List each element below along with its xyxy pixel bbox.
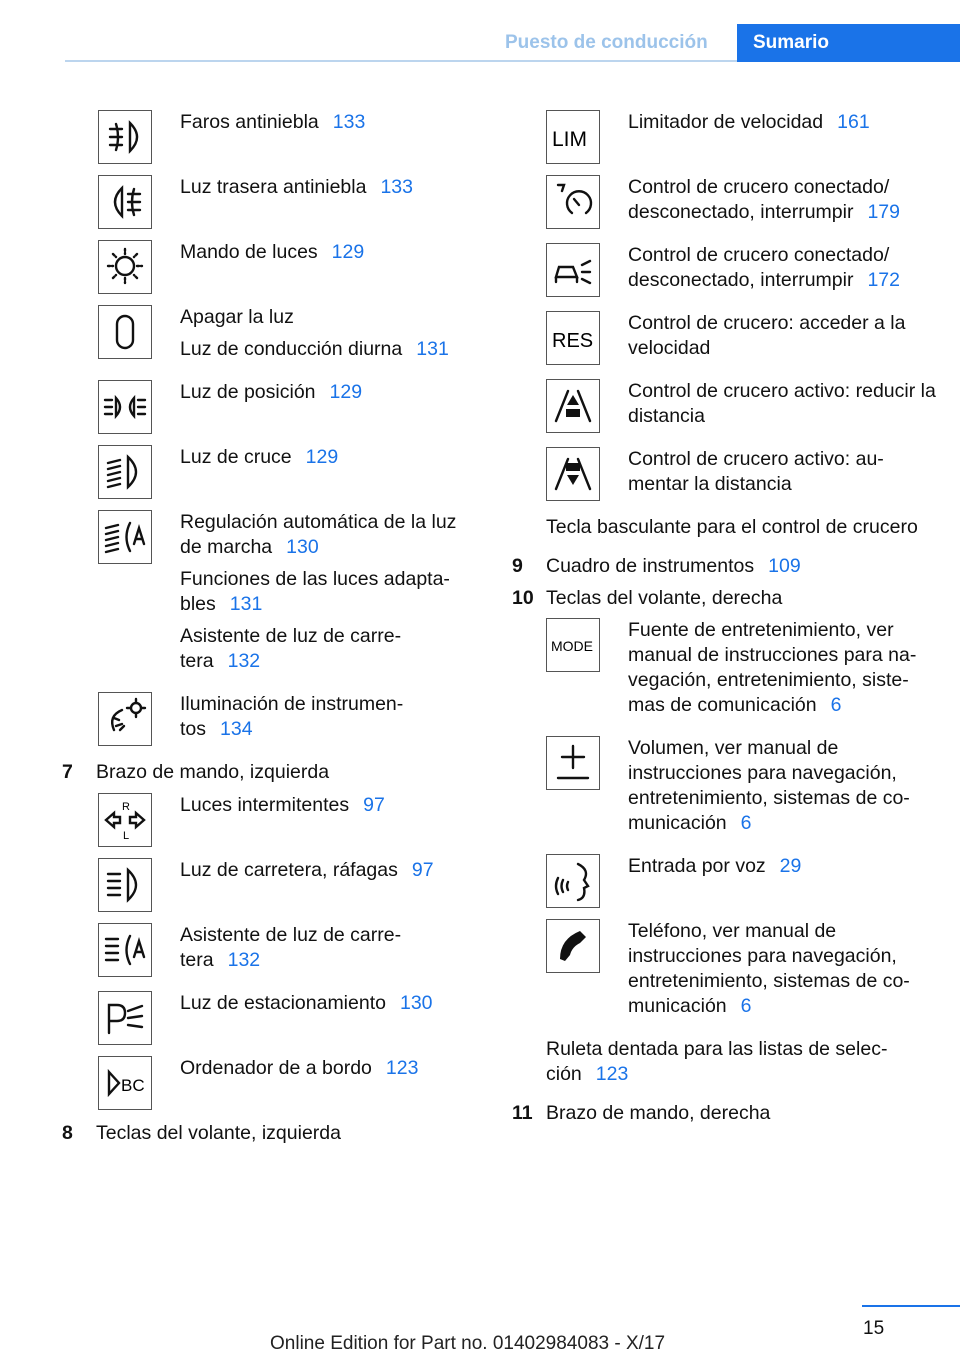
distance-increase-icon <box>546 447 600 501</box>
description-line <box>180 380 470 405</box>
phone-icon <box>546 919 600 973</box>
list-item <box>546 110 942 164</box>
item-description <box>180 110 470 142</box>
list-item <box>546 618 942 725</box>
description-text: Volumen, ver manual de instrucciones para navegación, entretenimiento, sistemas de co‐ municación <box>628 737 910 834</box>
description-line <box>180 624 470 674</box>
item-description <box>180 240 470 272</box>
list-item <box>546 854 942 908</box>
page-link[interactable]: 130 <box>286 536 319 558</box>
mode-icon <box>546 618 600 672</box>
description-text: Apagar la luz <box>180 306 294 328</box>
auto-headlight-icon <box>98 510 152 564</box>
left-column <box>62 110 472 1146</box>
distance-decrease-icon <box>546 379 600 433</box>
footer-line <box>862 1305 960 1307</box>
item-8 <box>62 1121 472 1146</box>
header-section-link[interactable]: Puesto de conducción <box>505 32 708 53</box>
list-item <box>546 736 942 843</box>
description-text: Limitador de velocidad <box>628 111 824 133</box>
page-link[interactable]: 179 <box>867 201 900 223</box>
description-text: Funciones de las luces adapta‐ bles <box>180 568 450 615</box>
item-description <box>628 919 938 1026</box>
description-line <box>628 618 938 718</box>
description-text: Control de crucero: acceder a la velocidad <box>628 312 906 359</box>
description-text: Regulación automática de la luz de marcha <box>180 511 457 558</box>
svg-text:BC: BC <box>121 1076 145 1095</box>
description-line <box>628 175 938 225</box>
resume-speed-icon <box>546 311 600 365</box>
description-line <box>180 923 470 973</box>
low-beam-icon <box>98 445 152 499</box>
description-line <box>628 311 938 361</box>
item-description <box>628 175 938 232</box>
right-column <box>512 110 942 1126</box>
item-description <box>628 736 938 843</box>
description-text: Control de crucero conectado/ desconectado, interrumpir <box>628 244 890 291</box>
description-line <box>180 692 470 742</box>
description-line <box>180 337 470 362</box>
svg-text:MODE: MODE <box>551 638 593 654</box>
page-link[interactable]: 133 <box>332 111 366 133</box>
description-line <box>180 510 470 560</box>
rocker-switch-text: Tecla basculante para el control de crucero <box>546 516 918 538</box>
item-number: 11 <box>512 1102 533 1124</box>
item-description <box>180 510 470 681</box>
item-description <box>180 858 470 890</box>
description-line <box>180 445 470 470</box>
description-text: Luces intermitentes <box>180 794 350 816</box>
page-link[interactable]: 97 <box>411 859 434 881</box>
item-description <box>180 793 470 825</box>
description-text: Ordenador de a bordo <box>180 1057 372 1079</box>
item-description <box>180 991 470 1023</box>
description-text: Luz de conducción diurna <box>180 338 403 360</box>
page-link[interactable]: 6 <box>830 694 842 716</box>
description-text: Luz de posición <box>180 381 316 403</box>
page-link[interactable]: 134 <box>220 718 253 740</box>
svg-text:R: R <box>122 801 130 813</box>
list-item <box>546 447 942 504</box>
description-line <box>180 991 470 1016</box>
page-link[interactable]: 132 <box>227 949 261 971</box>
svg-text:LIM: LIM <box>552 128 588 151</box>
description-line <box>180 793 470 818</box>
list-item <box>98 305 472 369</box>
description-line <box>180 110 470 135</box>
onboard-computer-icon <box>98 1056 152 1110</box>
page-link[interactable]: 6 <box>740 995 752 1017</box>
page-link[interactable]: 172 <box>867 269 900 291</box>
item-number: 7 <box>62 761 73 783</box>
right-steering-buttons-list <box>546 618 942 1026</box>
item-description <box>180 175 470 207</box>
list-item <box>98 1056 472 1110</box>
description-text: Asistente de luz de carre‐ tera <box>180 924 402 971</box>
voice-input-icon <box>546 854 600 908</box>
svg-text:RES: RES <box>552 330 594 352</box>
item-description <box>628 110 938 142</box>
page-link[interactable]: 129 <box>331 241 365 263</box>
item-10 <box>512 586 942 611</box>
high-beam-icon <box>98 858 152 912</box>
item-7 <box>62 760 472 785</box>
item-description <box>180 1056 470 1088</box>
item-title: Cuadro de instrumentos <box>546 555 755 577</box>
description-line <box>628 243 938 293</box>
svg-text:L: L <box>123 830 130 842</box>
parking-light-icon <box>98 380 152 434</box>
description-line <box>180 1056 470 1081</box>
item-description <box>628 854 938 886</box>
item-title: Teclas del volante, derecha <box>546 587 783 609</box>
footer-edition: Online Edition for Part no. 01402984083 - X/17 <box>270 1333 666 1354</box>
cruise-control-icon <box>546 175 600 229</box>
description-line <box>180 240 470 265</box>
description-line <box>180 175 470 200</box>
list-item <box>98 793 472 847</box>
parking-lamp-icon <box>98 991 152 1045</box>
light-switch-icon <box>98 240 152 294</box>
item-description <box>180 923 470 980</box>
description-text: Luz de carretera, ráfagas <box>180 859 398 881</box>
description-line <box>628 447 938 497</box>
description-line <box>180 858 470 883</box>
item-description <box>628 447 938 504</box>
list-item <box>98 858 472 912</box>
description-line <box>180 567 470 617</box>
fog-light-rear-icon <box>98 175 152 229</box>
item-number: 10 <box>512 587 534 609</box>
item-title: Teclas del volante, izquierda <box>96 1122 341 1144</box>
page-link[interactable]: 132 <box>227 650 261 672</box>
description-text: Mando de luces <box>180 241 318 263</box>
list-item <box>98 991 472 1045</box>
turn-signal-icon <box>98 793 152 847</box>
list-item <box>546 919 942 1026</box>
list-item <box>546 379 942 436</box>
list-item <box>98 445 472 499</box>
description-text: Fuente de entretenimiento, ver manual de instrucciones para na‐ vegación, entretenimiento, siste‐ mas de comunicación <box>628 619 917 716</box>
list-item <box>98 923 472 980</box>
page-link[interactable]: 97 <box>363 794 385 816</box>
volume-icon <box>546 736 600 790</box>
page-link[interactable]: 6 <box>740 812 752 834</box>
page-link[interactable]: 129 <box>329 381 363 403</box>
item-description <box>180 445 470 477</box>
active-cruise-icon <box>546 243 600 297</box>
list-item <box>546 175 942 232</box>
list-item <box>546 243 942 300</box>
item-description <box>628 618 938 725</box>
lighting-controls-list <box>98 110 472 749</box>
list-item <box>98 692 472 749</box>
item-11 <box>512 1101 942 1126</box>
page-link[interactable]: 123 <box>385 1057 419 1079</box>
item-description <box>628 243 938 300</box>
description-text: Luz de cruce <box>180 446 292 468</box>
item-description <box>180 380 470 412</box>
item-description <box>628 311 938 368</box>
description-text: Iluminación de instrumen‐ tos <box>180 693 404 740</box>
item-title: Brazo de mando, derecha <box>546 1102 771 1124</box>
speed-limiter-icon <box>546 110 600 164</box>
list-item <box>98 110 472 164</box>
page-link[interactable]: 161 <box>837 111 870 133</box>
page-link[interactable]: 29 <box>779 855 802 877</box>
description-text: Luz de estacionamiento <box>180 992 386 1014</box>
description-line <box>180 305 470 330</box>
item-description <box>180 692 470 749</box>
page-link[interactable]: 123 <box>595 1063 629 1085</box>
description-text: Control de crucero activo: reducir la distancia <box>628 380 936 427</box>
list-item <box>546 311 942 368</box>
page-link[interactable]: 131 <box>416 338 449 360</box>
item-description <box>180 305 470 369</box>
page-number: 15 <box>863 1318 885 1339</box>
item-title: Brazo de mando, izquierda <box>96 761 330 783</box>
list-item <box>98 510 472 681</box>
list-item <box>98 175 472 229</box>
light-off-icon <box>98 305 152 359</box>
description-text: Control de crucero activo: au‐ mentar la distancia <box>628 448 884 495</box>
description-line <box>628 736 938 836</box>
description-line <box>628 919 938 1019</box>
item-description <box>628 379 938 436</box>
cruise-control-list <box>546 110 942 504</box>
description-text: Luz trasera antiniebla <box>180 176 367 198</box>
description-text: Asistente de luz de carre‐ tera <box>180 625 402 672</box>
page-link[interactable]: 133 <box>380 176 413 198</box>
item-9 <box>512 554 942 579</box>
description-line <box>628 854 938 879</box>
description-text: Entrada por voz <box>628 855 766 877</box>
list-item <box>98 380 472 434</box>
description-text: Faros antiniebla <box>180 111 319 133</box>
item-number: 8 <box>62 1122 73 1144</box>
left-stalk-list <box>98 793 472 1110</box>
thumbwheel-text <box>546 1037 906 1087</box>
page-link[interactable]: 129 <box>305 446 339 468</box>
page-link[interactable]: 131 <box>229 593 263 615</box>
description-text: Teléfono, ver manual de instrucciones para navegación, entretenimiento, sistemas de co‐ municación <box>628 920 910 1017</box>
page-link[interactable]: 109 <box>768 555 801 577</box>
description-text: Control de crucero conectado/ desconectado, interrumpir <box>628 176 890 223</box>
description-line <box>628 379 938 429</box>
item-number: 9 <box>512 555 523 577</box>
high-beam-assist-icon <box>98 923 152 977</box>
page-link[interactable]: 130 <box>399 992 433 1014</box>
header-tab-summary[interactable]: Sumario <box>737 24 960 62</box>
instrument-lighting-icon <box>98 692 152 746</box>
description-line <box>628 110 938 135</box>
fog-light-front-icon <box>98 110 152 164</box>
list-item <box>98 240 472 294</box>
thumbwheel-label: Ruleta dentada para las listas de selec‐ ción <box>546 1038 888 1085</box>
